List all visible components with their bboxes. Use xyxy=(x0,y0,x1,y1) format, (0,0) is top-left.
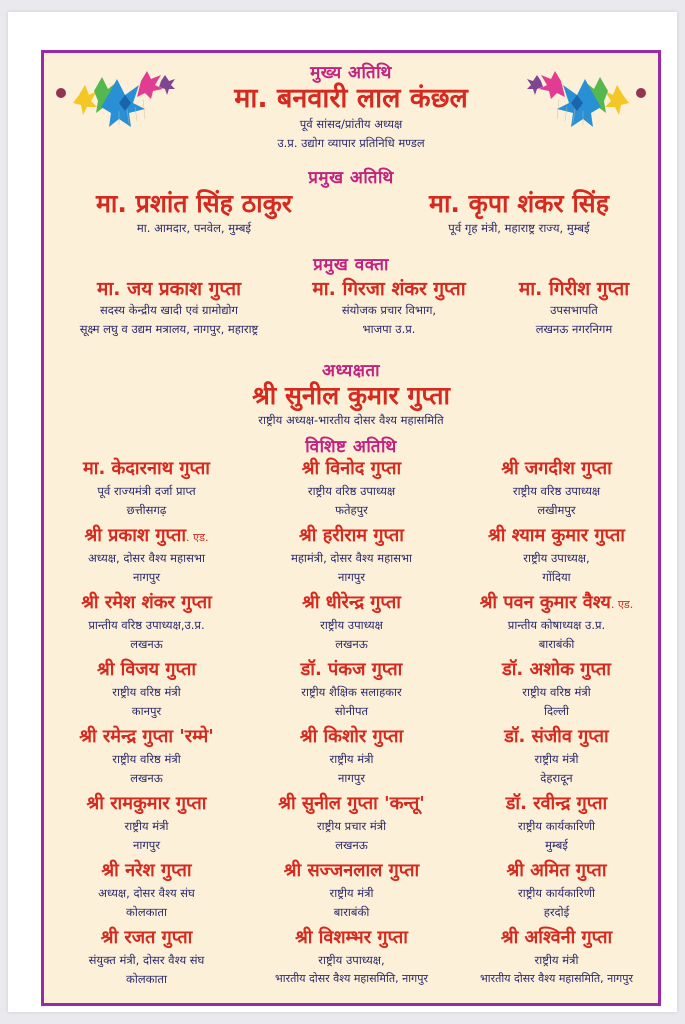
person-line: राष्ट्रीय उपाध्यक्ष, xyxy=(523,551,590,565)
person-line: राष्ट्रीय वरिष्ठ मंत्री xyxy=(522,685,591,699)
person-line: कानपुर xyxy=(131,704,162,718)
person-name-row xyxy=(249,659,454,683)
special-guest xyxy=(249,860,454,922)
person-name: श्री प्रकाश गुप्ता xyxy=(84,525,187,546)
person-line: कोलकाता xyxy=(126,905,167,919)
special-guest xyxy=(44,659,249,721)
person-line: सूक्ष्म लघु व उद्यम मत्रालय, नागपुर, महाराष्ट्र xyxy=(79,322,259,336)
person-line: दिल्ली xyxy=(543,704,570,718)
person-name: श्री सुनील गुप्ता 'कन्तू' xyxy=(278,793,425,814)
special-guests-row xyxy=(44,860,658,926)
person-line: लखनऊ xyxy=(335,637,368,651)
special-guests-row xyxy=(44,927,658,993)
invitation-paper xyxy=(8,12,677,1012)
person-line: राष्ट्रीय कार्यकारिणी xyxy=(518,819,595,833)
person-name-row xyxy=(249,726,454,750)
person-line: राष्ट्रीय उपाध्यक्ष, xyxy=(318,953,385,967)
person-line: मा. आमदार, पनवेल, मुम्बई xyxy=(136,221,252,235)
person-line: उपसभापति xyxy=(550,303,598,317)
special-guest xyxy=(44,458,249,520)
person-name: श्री विजय गुप्ता xyxy=(96,659,196,680)
person-line: राष्ट्रीय प्रचार मंत्री xyxy=(316,819,387,833)
special-guest xyxy=(44,860,249,922)
special-guests-row xyxy=(44,793,658,859)
person-line: लखीमपुर xyxy=(537,503,576,517)
person-line: फतेहपुर xyxy=(335,503,368,517)
person-line: लखनऊ xyxy=(130,771,163,785)
person-name: श्री किशोर गुप्ता xyxy=(299,726,404,747)
presidency-heading: अध्यक्षता xyxy=(321,361,381,381)
special-guest xyxy=(454,927,659,988)
person-line: लखनऊ xyxy=(335,838,368,852)
special-guest xyxy=(454,458,659,520)
person-name: श्री अमित गुप्ता xyxy=(506,860,607,881)
person-name: श्री जगदीश गुप्ता xyxy=(501,458,612,479)
person-name: श्री विशम्भर गुप्ता xyxy=(295,927,408,948)
chief-guest-line: पूर्व सांसद/प्रांतीय अध्यक्ष xyxy=(299,117,403,131)
special-guest xyxy=(454,726,659,788)
person-name: श्री रजत गुप्ता xyxy=(100,927,193,948)
person-line: देहरादून xyxy=(540,771,573,785)
chief-guest-section xyxy=(44,63,658,153)
person-line: प्रान्तीय कोषाध्यक्ष उ.प्र. xyxy=(507,618,606,632)
person-name: डॉ. संजीव गुप्ता xyxy=(504,726,609,747)
person-line: नागपुर xyxy=(337,771,366,785)
person-line: राष्ट्रीय वरिष्ठ मंत्री xyxy=(112,752,181,766)
main-guests-heading: प्रमुख अतिथि xyxy=(308,168,394,188)
person-name: डॉ. पंकज गुप्ता xyxy=(300,659,403,680)
special-guest xyxy=(249,525,454,587)
person-line: बाराबंकी xyxy=(538,637,575,651)
person-name-row xyxy=(44,860,249,884)
person-name-row xyxy=(454,726,659,750)
person-name: श्री श्याम कुमार गुप्ता xyxy=(488,525,625,546)
special-guest xyxy=(249,793,454,855)
person-name-row xyxy=(454,793,659,817)
person-name: मा. कृपा शंकर सिंह xyxy=(429,189,609,218)
person-name: श्री धीरेन्द्र गुप्ता xyxy=(302,592,401,613)
person-line: पूर्व गृह मंत्री, महाराष्ट्र राज्य, मुम्बई xyxy=(448,221,590,235)
main-speaker xyxy=(289,277,489,339)
person-name-row xyxy=(44,458,249,482)
person-name-row xyxy=(44,726,249,750)
person-name: श्री विनोद गुप्ता xyxy=(301,458,402,479)
special-guest xyxy=(44,726,249,788)
person-name: मा. जय प्रकाश गुप्ता xyxy=(96,278,241,300)
person-name: श्री सज्जनलाल गुप्ता xyxy=(283,860,420,881)
chief-guest-name: मा. बनवारी लाल कंछल xyxy=(234,83,468,114)
person-name-row xyxy=(454,860,659,884)
person-name: श्री नरेश गुप्ता xyxy=(101,860,192,881)
person-line: बाराबंकी xyxy=(333,905,370,919)
person-name-row xyxy=(454,927,659,951)
person-name-row xyxy=(454,458,659,482)
person-line: भारतीय दोसर वैश्य महासमिति, नागपुर xyxy=(479,972,633,985)
person-name: मा. गिरीश गुप्ता xyxy=(518,278,630,300)
special-guest xyxy=(249,726,454,788)
person-line: राष्ट्रीय वरिष्ठ मंत्री xyxy=(112,685,181,699)
special-guest xyxy=(249,927,454,988)
person-name-row xyxy=(44,927,249,951)
person-line: राष्ट्रीय वरिष्ठ उपाध्यक्ष xyxy=(512,484,601,498)
person-line: राष्ट्रीय शैक्षिक सलाहकार xyxy=(301,685,402,699)
special-guests-row xyxy=(44,525,658,591)
presidency-name: श्री सुनील कुमार गुप्ता xyxy=(252,381,450,410)
person-name: श्री रमेन्द्र गुप्ता 'रम्मे' xyxy=(79,726,214,747)
chief-guest-heading: मुख्य अतिथि xyxy=(310,63,392,83)
person-line: राष्ट्रीय मंत्री xyxy=(329,886,374,900)
main-speaker xyxy=(44,277,294,339)
special-guest xyxy=(454,860,659,922)
special-guest xyxy=(454,525,659,587)
person-name-row xyxy=(249,525,454,549)
person-line: संयुक्त मंत्री, दोसर वैश्य संघ xyxy=(88,953,205,967)
person-line: राष्ट्रीय मंत्री xyxy=(534,953,579,967)
person-name-suffix: . एड. xyxy=(186,531,209,544)
presidency-line: राष्ट्रीय अध्यक्ष-भारतीय दोसर वैश्य महासमिति xyxy=(258,413,444,427)
person-name: मा. प्रशांत सिंह ठाकुर xyxy=(95,189,293,218)
special-guest xyxy=(44,592,249,654)
special-guest xyxy=(454,659,659,721)
person-name-suffix: . एड. xyxy=(610,598,634,611)
person-name-row xyxy=(249,458,454,482)
person-name: श्री अश्विनी गुप्ता xyxy=(500,927,613,948)
main-speakers-heading: प्रमुख वक्ता xyxy=(313,255,389,275)
person-name-row xyxy=(249,860,454,884)
person-line: राष्ट्रीय मंत्री xyxy=(124,819,169,833)
person-line: राष्ट्रीय मंत्री xyxy=(534,752,579,766)
person-line: राष्ट्रीय कार्यकारिणी xyxy=(518,886,595,900)
special-guest xyxy=(44,927,249,989)
person-name: डॉ. रवीन्द्र गुप्ता xyxy=(505,793,608,814)
person-line: नागपुर xyxy=(132,838,161,852)
special-guests-heading: विशिष्ट अतिथि xyxy=(305,437,397,457)
person-line: हरदोई xyxy=(543,905,570,919)
person-line: लखनऊ नगरनिगम xyxy=(535,322,613,336)
person-line: राष्ट्रीय मंत्री xyxy=(329,752,374,766)
person-name: मा. केदारनाथ गुप्ता xyxy=(83,458,210,479)
person-name: मा. गिरजा शंकर गुप्ता xyxy=(312,278,466,300)
special-guest xyxy=(44,525,249,587)
person-name-row xyxy=(44,525,249,549)
person-name: डॉ. अशोक गुप्ता xyxy=(502,659,611,680)
person-line: महामंत्री, दोसर वैश्य महासभा xyxy=(290,551,413,565)
person-line: छत्तीसगढ़ xyxy=(126,503,167,517)
chief-guest-line: उ.प्र. उद्योग व्यापार प्रतिनिधि मण्डल xyxy=(277,136,425,150)
special-guest xyxy=(249,592,454,654)
person-line: गोंदिया xyxy=(542,570,571,584)
presidency-section xyxy=(44,361,658,430)
person-line: लखनऊ xyxy=(130,637,163,651)
person-name-row xyxy=(454,592,659,616)
person-line: मुम्बई xyxy=(545,838,568,852)
person-line: भारतीय दोसर वैश्य महासमिति, नागपुर xyxy=(274,972,428,985)
special-guests-row xyxy=(44,659,658,725)
person-name: श्री रामकुमार गुप्ता xyxy=(86,793,207,814)
person-name-row xyxy=(44,592,249,616)
person-line: कोलकाता xyxy=(126,972,167,986)
person-line: सोनीपत xyxy=(334,704,369,718)
person-name-row xyxy=(249,793,454,817)
special-guest xyxy=(249,458,454,520)
person-line: नागपुर xyxy=(132,570,161,584)
person-name: श्री हरीराम गुप्ता xyxy=(299,525,404,546)
special-guest xyxy=(44,793,249,855)
person-name-row xyxy=(454,659,659,683)
special-guests-row xyxy=(44,726,658,792)
guest-list-panel xyxy=(41,50,661,1006)
person-name: श्री पवन कुमार वैश्य xyxy=(479,592,611,613)
person-line: भाजपा उ.प्र. xyxy=(362,322,416,336)
main-speaker xyxy=(494,277,654,339)
special-guests-row xyxy=(44,592,658,658)
person-name-row xyxy=(454,525,659,549)
person-name-row xyxy=(44,793,249,817)
person-name: श्री रमेश शंकर गुप्ता xyxy=(81,592,212,613)
person-line: राष्ट्रीय उपाध्यक्ष xyxy=(320,618,383,632)
special-guest xyxy=(454,793,659,855)
person-line: पूर्व राज्यमंत्री दर्जा प्राप्त xyxy=(97,484,196,498)
person-line: राष्ट्रीय वरिष्ठ उपाध्यक्ष xyxy=(307,484,396,498)
special-guests-row xyxy=(44,458,658,524)
main-guest xyxy=(44,189,344,238)
person-name-row xyxy=(44,659,249,683)
person-line: नागपुर xyxy=(337,570,366,584)
person-line: अध्यक्ष, दोसर वैश्य संघ xyxy=(98,886,195,900)
person-name-row xyxy=(249,927,454,951)
person-name-row xyxy=(249,592,454,616)
person-line: अध्यक्ष, दोसर वैश्य महासभा xyxy=(88,551,205,565)
special-guest xyxy=(454,592,659,654)
person-line: संयोजक प्रचार विभाग, xyxy=(341,303,437,317)
person-line: सदस्य केन्द्रीय खादी एवं ग्रामोद्योग xyxy=(99,303,239,317)
main-guest xyxy=(384,189,654,238)
person-line: प्रान्तीय वरिष्ठ उपाध्यक्ष,उ.प्र. xyxy=(88,618,205,632)
special-guest xyxy=(249,659,454,721)
